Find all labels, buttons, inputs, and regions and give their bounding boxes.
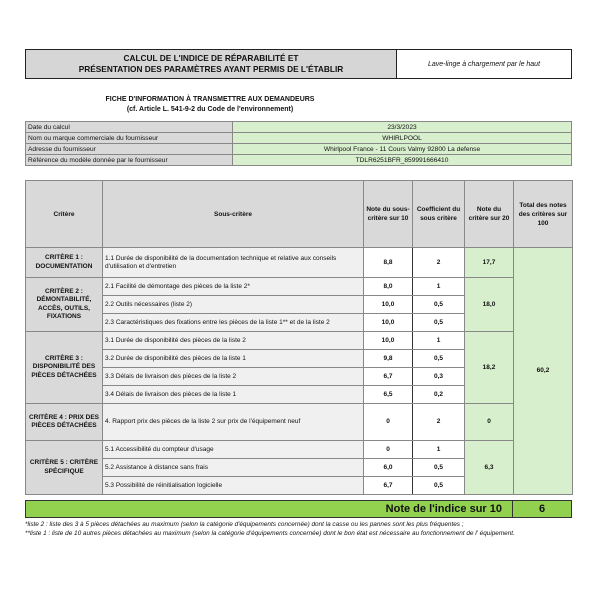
info-key: Référence du modèle donnée par le fournisseur	[26, 155, 233, 166]
table-row	[26, 278, 573, 296]
sub-criterion-note: 6,5	[364, 386, 413, 404]
criterion-name: CRITÈRE 5 : CRITÈRE SPÉCIFIQUE	[26, 441, 103, 495]
criterion-score: 0	[465, 404, 514, 441]
sub-criterion-note: 10,0	[364, 296, 413, 314]
scoring-table	[25, 180, 573, 495]
header-box	[25, 49, 572, 79]
sub-criterion-coef: 1	[413, 332, 465, 350]
sub-criterion-label: 4. Rapport prix des pièces de la liste 2 sur prix de l'équipement neuf	[103, 404, 364, 441]
table-header-row	[26, 181, 573, 248]
sub-criterion-coef: 2	[413, 248, 465, 278]
info-row	[26, 155, 572, 166]
info-value: TDLR6251BFR_859991666410	[233, 155, 572, 166]
sub-criterion-coef: 0,5	[413, 459, 465, 477]
header-title-line2: PRÉSENTATION DES PARAMÈTRES AYANT PERMIS DE L'ÉTABLIR	[78, 64, 344, 74]
criterion-score: 18,0	[465, 278, 514, 332]
sub-criterion-note: 6,7	[364, 368, 413, 386]
fiche-heading	[25, 95, 395, 114]
sub-criterion-coef: 0,5	[413, 296, 465, 314]
sub-criterion-label: 3.1 Durée de disponibilité des pièces de la liste 2	[103, 332, 364, 350]
footnotes	[25, 521, 575, 538]
sub-criterion-coef: 1	[413, 278, 465, 296]
sub-criterion-note: 6,7	[364, 477, 413, 495]
sub-criterion-label: 3.3 Délais de livraison des pièces de la liste 2	[103, 368, 364, 386]
criterion-name: CRITÈRE 4 : PRIX DES PIÈCES DÉTACHÉES	[26, 404, 103, 441]
final-score-bar	[25, 500, 572, 518]
fiche-line2: (cf. Article L. 541-9-2 du Code de l'environnement)	[126, 105, 294, 113]
col-note-critere: Note du critère sur 20	[465, 181, 514, 248]
sub-criterion-label: 5.2 Assistance à distance sans frais	[103, 459, 364, 477]
table-row	[26, 441, 573, 459]
final-score-value: 6	[512, 501, 571, 517]
sub-criterion-note: 10,0	[364, 332, 413, 350]
sub-criterion-label: 1.1 Durée de disponibilité de la documentation technique et relative aux conseils d'utilisation et d'entretien	[103, 248, 364, 278]
info-key: Nom ou marque commerciale du fournisseur	[26, 133, 233, 144]
total-score: 60,2	[514, 248, 573, 495]
header-title-line1: CALCUL DE L'INDICE DE RÉPARABILITÉ ET	[123, 53, 299, 63]
table-row	[26, 404, 573, 441]
table-row	[26, 332, 573, 350]
sub-criterion-note: 0	[364, 404, 413, 441]
final-score-label: Note de l'indice sur 10	[385, 503, 502, 515]
criterion-name: CRITÈRE 3 : DISPONIBILITÉ DES PIÈCES DÉTACHÉES	[26, 332, 103, 404]
sub-criterion-note: 6,0	[364, 459, 413, 477]
col-coef: Coefficient du sous critère	[413, 181, 465, 248]
sub-criterion-coef: 0,5	[413, 314, 465, 332]
info-value: Whirlpool France - 11 Cours Valmy 92800 La defense	[233, 144, 572, 155]
col-note-sous: Note du sous-critère sur 10	[364, 181, 413, 248]
product-type: Lave-linge à chargement par le haut	[427, 60, 541, 68]
info-row	[26, 144, 572, 155]
sub-criterion-note: 0	[364, 441, 413, 459]
col-critere: Critère	[26, 181, 103, 248]
supplier-info-table	[25, 121, 572, 166]
sub-criterion-coef: 0,5	[413, 350, 465, 368]
criterion-name: CRITÈRE 2 : DÉMONTABILITÉ, ACCÈS, OUTILS, FIXATIONS	[26, 278, 103, 332]
info-value: WHIRLPOOL	[233, 133, 572, 144]
sub-criterion-note: 8,8	[364, 248, 413, 278]
sub-criterion-label: 2.3 Caractéristiques des fixations entre les pièces de la liste 1** et de la liste 2	[103, 314, 364, 332]
criterion-score: 17,7	[465, 248, 514, 278]
criterion-score: 18,2	[465, 332, 514, 404]
info-key: Date du calcul	[26, 122, 233, 133]
sub-criterion-label: 5.1 Accessibilité du compteur d'usage	[103, 441, 364, 459]
sub-criterion-label: 5.3 Possibilité de réinitialisation logicielle	[103, 477, 364, 495]
footnote-liste2: *liste 2 : liste des 3 à 5 pièces détachées au maximum (selon la catégorie d'équipements concernée) dont la casse ou les pannes sont les plus fréquentes ;	[25, 521, 464, 528]
sub-criterion-label: 2.1 Facilité de démontage des pièces de la liste 2*	[103, 278, 364, 296]
info-value: 23/3/2023	[233, 122, 572, 133]
footnote-liste1: **liste 1 : liste de 10 autres pièces détachées au maximum (selon la catégorie d'équipements concernée) dont le bon état est nécessaire au fonctionnement de l' équipement.	[25, 529, 515, 537]
table-row	[26, 248, 573, 278]
sub-criterion-coef: 1	[413, 441, 465, 459]
sub-criterion-coef: 2	[413, 404, 465, 441]
info-row	[26, 133, 572, 144]
sub-criterion-label: 3.4 Délais de livraison des pièces de la liste 1	[103, 386, 364, 404]
sub-criterion-coef: 0,3	[413, 368, 465, 386]
sub-criterion-note: 10,0	[364, 314, 413, 332]
sub-criterion-coef: 0,2	[413, 386, 465, 404]
col-total: Total des notes des critères sur 100	[514, 181, 573, 248]
sub-criterion-label: 2.2 Outils nécessaires (liste 2)	[103, 296, 364, 314]
sub-criterion-coef: 0,5	[413, 477, 465, 495]
fiche-line1: FICHE D'INFORMATION À TRANSMETTRE AUX DEMANDEURS	[105, 96, 315, 103]
criterion-score: 6,3	[465, 441, 514, 495]
header-title	[26, 50, 397, 78]
criterion-name: CRITÈRE 1 : DOCUMENTATION	[26, 248, 103, 278]
sub-criterion-label: 3.2 Durée de disponibilité des pièces de la liste 1	[103, 350, 364, 368]
sub-criterion-note: 8,0	[364, 278, 413, 296]
info-row	[26, 122, 572, 133]
sub-criterion-note: 9,8	[364, 350, 413, 368]
info-key: Adresse du fournisseur	[26, 144, 233, 155]
col-sous-critere: Sous-critère	[103, 181, 364, 248]
